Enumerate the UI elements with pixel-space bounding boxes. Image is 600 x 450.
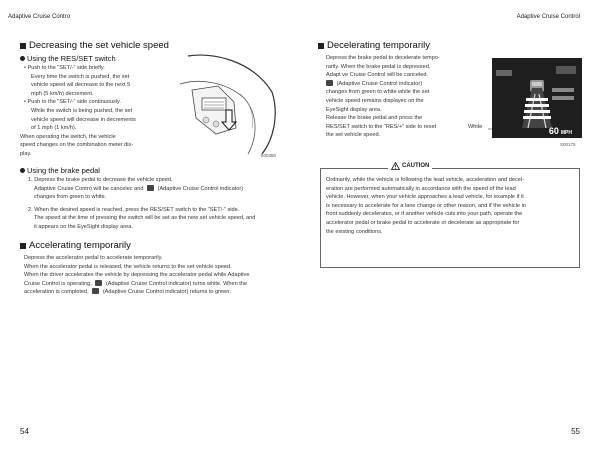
text-line: vehicle speed wil decrease to the next 5 [31, 82, 131, 89]
text-line: rarily. When the brake pedal is depressed, [326, 63, 431, 70]
text-line: it appears on the EyeSight display area. [34, 223, 133, 230]
figure-label-white: White [468, 124, 483, 130]
text-fragment: (Adaptive Cruise Control indicator) returns to green. [102, 289, 231, 296]
step-2: 2. When the desired speed is reached, press the RES/SET switch to the “SET/-” side. [28, 206, 240, 213]
text-line: is necessary to accelerate for a lane change or other reason, and if the vehicle in [326, 202, 526, 209]
text-line: When the driver accelerates the vehicle by depressing the accelerator pedal while Adaptive [24, 272, 250, 279]
text-line: Release the brake pedal and press the [326, 115, 423, 122]
speed-readout [549, 126, 572, 136]
text-fragment: acceleration is completed, [24, 289, 89, 296]
figure-code: S00175 [560, 142, 576, 147]
text-line: When operating the switch, the vehicle [20, 133, 116, 140]
text-line: Depress the accelerator pedal to accelerate temporarily. [24, 255, 163, 261]
page-number-right: 55 [571, 427, 580, 436]
text-line: vehicle. However, when your vehicle approaches a lead vehicle, for example if it [326, 194, 524, 201]
text-line: RES/SET switch to the “RES/+” side to reset [326, 123, 437, 130]
subsection-title: Using the RES/SET switch [27, 54, 116, 63]
text-line: Ordinarily, while the vehicle is following the lead vehicle, acceleration and decel- [326, 177, 524, 183]
text-fragment: (Adaptive Cruise Control indicator) [336, 80, 423, 87]
running-header-left: Adaptive Cruise Contro [8, 14, 71, 20]
step-1-continued [28, 185, 298, 194]
steering-switch-figure [178, 54, 278, 158]
text-line: Every time the switch is pushed, the set [31, 73, 130, 80]
speed-unit: MPH [560, 130, 572, 136]
text-line: changes from green to white while the set [326, 89, 430, 96]
eyesight-display-figure [492, 58, 582, 138]
text-line: the set vehicle speed. [326, 132, 381, 139]
text-line: The speed at the time of pressing the switch will be set as the new set vehicle speed, and [34, 215, 256, 222]
steering-wheel-switch-illustration [178, 54, 278, 158]
acc-indicator-icon [92, 288, 99, 294]
section-title: Decreasing the set vehicle speed [29, 40, 169, 51]
subsection-title: Using the brake pedal [27, 166, 100, 175]
text-line: speed changes on the combination meter dis- [20, 142, 134, 149]
text-line: Adapt ve Cruise Control will be canceled. [326, 72, 428, 79]
section-heading-accelerating [20, 240, 131, 251]
text-line: changes from green to white. [34, 194, 107, 201]
res-set-instructions [20, 64, 180, 159]
page-number-left: 54 [20, 427, 29, 436]
text-line: While the switch is being pushed, the set [31, 107, 133, 114]
running-header-right: Adaptive Cruise Control [516, 14, 580, 20]
text-line: mph (5 km/h) decrement. [31, 90, 94, 97]
text-line: eration are performed automatically in accordance with the speed of the lead [326, 185, 516, 192]
text-line: the existing conditions. [326, 228, 383, 235]
text-fragment: Cruise Control is operating, [24, 280, 92, 287]
text-line: vehicle speed remains displayec on the [326, 97, 424, 104]
acc-indicator-icon [95, 280, 102, 286]
text-line: Depress the brake pedal to decelerate tempo- [326, 55, 440, 61]
text-line: of 1 mph (1 km/h). [31, 125, 77, 132]
accelerating-text [24, 254, 302, 297]
subsection-heading-brake-pedal [20, 166, 100, 175]
section-heading-decelerating [318, 40, 430, 51]
text-line-with-icon [24, 280, 302, 289]
text-fragment: (Adaptive Cruise Control indicator) [157, 185, 244, 192]
warning-triangle-icon [391, 162, 400, 170]
text-line: front suddenly decelerates, or if another vehicle cuts into your path, operate the [326, 211, 523, 218]
figure-code: S00380 [260, 153, 276, 158]
text-line: accelerator pedal or brake pedal to accelerate or decelerate as appropriate for [326, 219, 520, 226]
text-line: EyeSight display area. [326, 106, 382, 113]
text-line-with-icon [24, 288, 302, 297]
text-fragment: Adaptive Cruise Contro will be cancelec and [34, 185, 144, 192]
text-line: • Push to the “SET/-” side briefly. [24, 65, 105, 71]
filled-square-icon [20, 243, 26, 249]
text-fragment: (Adaptive Cruise Control indicator) turns white. When the [105, 280, 248, 287]
section-title: Accelerating temporarily [29, 240, 131, 251]
text-line: vehicle speed will decrease in decrements [31, 116, 136, 123]
text-line: When the accelerator pedal is released, the vehicle returns to the set vehicle speed. [24, 263, 232, 270]
caution-label: CAUTION [402, 163, 430, 169]
section-title: Decelerating temporarily [327, 40, 430, 51]
decelerating-text [326, 54, 472, 140]
filled-square-icon [318, 43, 324, 49]
filled-circle-icon [20, 56, 25, 61]
filled-square-icon [20, 43, 26, 49]
step-1: 1. Depress the brake pedal to decrease the vehicle speed. [28, 177, 173, 183]
brake-pedal-steps [28, 176, 298, 232]
acc-indicator-icon [147, 185, 154, 191]
section-heading-decreasing [20, 40, 169, 51]
text-line-with-icon [326, 80, 472, 89]
filled-circle-icon [20, 168, 25, 173]
text-line: • Push to the “SET/-” side continuously. [24, 99, 121, 106]
caution-text [326, 176, 576, 236]
speed-value: 60 [548, 126, 559, 136]
caution-header [388, 162, 432, 170]
subsection-heading-res-set [20, 54, 116, 63]
acc-indicator-icon [326, 80, 333, 86]
text-line: play. [20, 150, 32, 157]
